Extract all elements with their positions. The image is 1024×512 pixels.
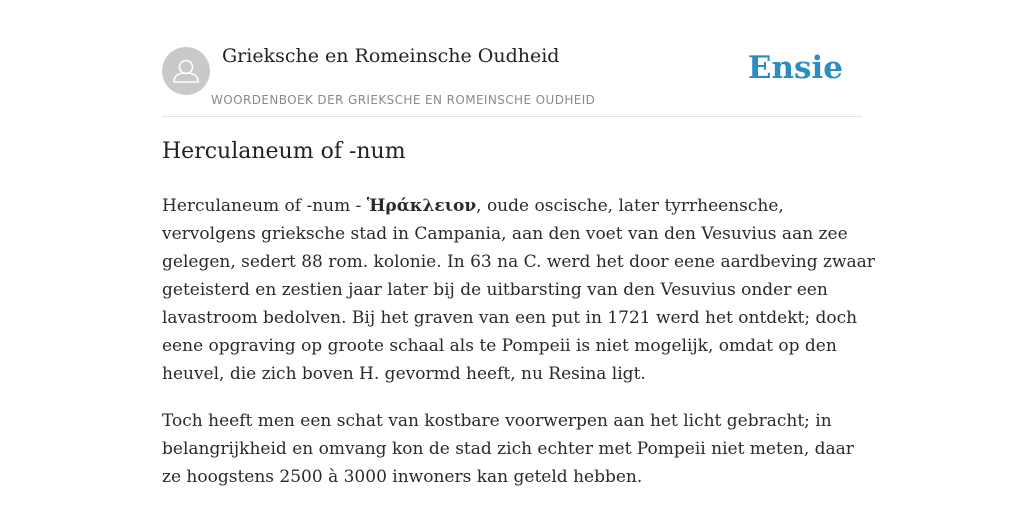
text-line: heuvel, die zich boven H. gevormd heeft, nu Resina ligt. — [162, 364, 646, 384]
greek-term: Ἡράκλειον — [366, 196, 477, 216]
entry-body — [162, 192, 875, 510]
entry-title: Herculaneum of -num — [162, 139, 406, 164]
entry-lead: Herculaneum of -num - — [162, 196, 367, 216]
paragraph-1 — [162, 192, 875, 388]
text-line: ze hoogstens 2500 à 3000 inwoners kan geteld hebben. — [162, 467, 643, 487]
source-title[interactable]: Grieksche en Romeinsche Oudheid — [222, 45, 560, 67]
text-line: gelegen, sedert 88 rom. kolonie. In 63 na C. werd het door eene aardbeving zwaar — [162, 252, 875, 272]
text-line: vervolgens grieksche stad in Campania, aan den voet van den Vesuvius aan zee — [162, 224, 848, 244]
source-subtitle: WOORDENBOEK DER GRIEKSCHE EN ROMEINSCHE OUDHEID — [211, 93, 596, 107]
source-header — [162, 0, 862, 117]
user-icon — [162, 47, 210, 95]
text-line: Toch heeft men een schat van kostbare voorwerpen aan het licht gebracht; in — [162, 411, 832, 431]
text-line: belangrijkheid en omvang kon de stad zich echter met Pompeii niet meten, daar — [162, 439, 854, 459]
source-avatar[interactable] — [162, 47, 210, 95]
ensie-logo[interactable]: Ensie — [747, 50, 843, 86]
paragraph-2 — [162, 407, 862, 491]
text-line: eene opgraving op groote schaal als te Pompeii is niet mogelijk, omdat op den — [162, 336, 837, 356]
text-line: , oude oscische, later tyrrheensche, — [476, 196, 784, 216]
text-line: geteisterd en zestien jaar later bij de uitbarsting van den Vesuvius onder een — [162, 280, 828, 300]
text-line: lavastroom bedolven. Bij het graven van een put in 1721 werd het ontdekt; doch — [162, 308, 858, 328]
